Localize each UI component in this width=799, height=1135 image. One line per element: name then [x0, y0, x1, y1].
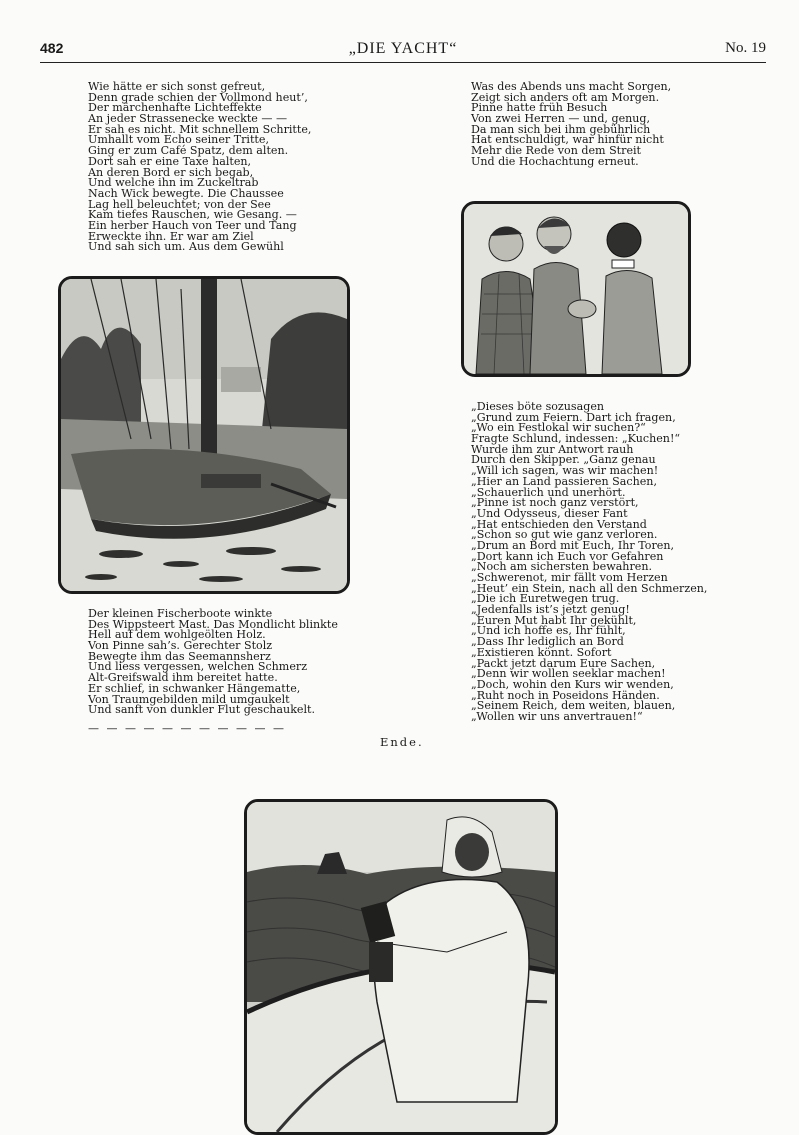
verse-line: „Und Odysseus, dieser Fant [471, 506, 628, 520]
header-rule [40, 62, 766, 63]
verse-line: „Dort kann ich Euch vor Gefahren [471, 549, 664, 563]
verse-line: Des Wippsteert Mast. Das Mondlicht blinkte [88, 617, 338, 631]
verse-line: „Seinem Reich, dem weiten, blauen, [471, 699, 676, 713]
right-column-bottom-verse [471, 402, 707, 723]
verse-line: An jeder Strassenecke weckte — — [88, 112, 288, 126]
verse-line: An deren Bord er sich begab, [88, 165, 254, 179]
verse-line: Ein herber Hauch von Teer und Tang [88, 218, 297, 232]
verse-line: Und sanft von dunkler Flut geschaukelt. [88, 703, 316, 717]
verse-line: Bewegte ihm das Seemannsherz [88, 649, 271, 663]
verse-line: „Dass Ihr lediglich an Bord [471, 635, 624, 649]
verse-line: „Schwerenot, mir fällt vom Herzen [471, 571, 668, 584]
verse-line: Denn grade schien der Vollmond heut’, [88, 90, 308, 104]
verse-line: Und die Hochachtung erneut. [471, 154, 639, 168]
verse-line: Der märchenhafte Lichteffekte [88, 101, 262, 115]
verse-line: „Hat entschieden den Verstand [471, 517, 647, 531]
sailor-in-boat-illustration [244, 799, 558, 1135]
verse-line: „Euren Mut habt Ihr gekühlt, [471, 613, 637, 627]
verse-line: Hat entschuldigt, war hinfür nicht [471, 133, 664, 147]
verse-line: Von Traumgebilden mild umgaukelt [88, 692, 290, 706]
right-column-top-verse [471, 82, 671, 168]
left-column-top-verse [88, 82, 311, 253]
verse-line: Von zwei Herren — und, genug, [471, 112, 651, 126]
verse-line: Und sah sich um. Aus dem Gewühl [88, 240, 284, 254]
three-men-illustration [461, 201, 691, 377]
verse-line: „Hier an Land passieren Sachen, [471, 474, 657, 488]
verse-line: „Existieren könnt. Sofort [471, 645, 612, 659]
verse-line: Zeigt sich anders oft am Morgen. [471, 90, 660, 104]
verse-line: Fragte Schlund, indessen: „Kuchen!“ [471, 432, 681, 446]
verse-line: „Schon so gut wie ganz verloren. [471, 528, 658, 542]
journal-title: „DIE YACHT“ [348, 40, 458, 57]
left-column-bottom-verse [88, 609, 338, 716]
verse-line: Er schlief, in schwanker Hängematte, [88, 681, 301, 695]
verse-line: Erweckte ihn. Er war am Ziel [88, 229, 254, 243]
verse-line: „Und ich hoffe es, Ihr fühlt, [471, 624, 626, 638]
verse-line: Wurde ihm zur Antwort rauh [471, 442, 634, 456]
verse-line: „Packt jetzt darum Eure Sachen, [471, 656, 656, 670]
verse-line: Was des Abends uns macht Sorgen, [471, 80, 672, 93]
verse-line: Lag hell beleuchtet; von der See [88, 197, 271, 211]
verse-line: Da man sich bei ihm gebührlich [471, 122, 651, 136]
verse-line: Dort sah er eine Taxe halten, [88, 154, 252, 168]
verse-line: Ging er zum Café Spatz, dem alten. [88, 144, 289, 158]
verse-line: Von Pinne sah’s. Gerechter Stolz [88, 639, 273, 653]
sailboat-illustration [58, 276, 350, 594]
ende-label: Ende. [380, 735, 424, 749]
verse-line: „Drum an Bord mit Euch, Ihr Toren, [471, 538, 675, 552]
verse-line: „Heut’ ein Stein, nach all den Schmerzen, [471, 581, 708, 595]
verse-line: Und liess vergessen, welchen Schmerz [88, 660, 308, 674]
verse-line: „Doch, wohin den Kurs wir wenden, [471, 677, 674, 691]
verse-line: Und welche ihn im Zuckeltrab [88, 176, 259, 190]
verse-line: „Jedenfalls ist’s jetzt genug! [471, 603, 630, 617]
verse-line: „Will ich sagen, was wir machen! [471, 464, 659, 478]
verse-line: „Denn wir wollen seeklar machen! [471, 667, 666, 681]
verse-line: „Wo ein Festlokal wir suchen?“ [471, 421, 646, 435]
verse-line: Umhallt vom Echo seiner Tritte, [88, 133, 269, 147]
verse-line: Er sah es nicht. Mit schnellem Schritte, [88, 122, 312, 136]
verse-line: Der kleinen Fischerboote winkte [88, 607, 273, 620]
page-number: 482 [40, 40, 64, 56]
verse-line: Pinne hatte früh Besuch [471, 101, 608, 115]
verse-line: Kam tiefes Rauschen, wie Gesang. — [88, 208, 297, 222]
verse-line: Mehr die Rede von dem Streit [471, 144, 642, 158]
verse-line: „Noch am sichersten bewahren. [471, 560, 652, 574]
verse-line: „Schauerlich und unerhört. [471, 485, 626, 499]
verse-line: Wie hätte er sich sonst gefreut, [88, 80, 266, 93]
dash-separator: — — — — — — — — — — — [88, 722, 286, 735]
verse-line: Alt-Greifswald ihm bereitet hatte. [88, 671, 278, 685]
verse-line: „Ruht noch in Poseidons Händen. [471, 688, 660, 702]
page-header [40, 40, 766, 64]
verse-line: „Grund zum Feiern. Dart ich fragen, [471, 410, 676, 424]
verse-line: Durch den Skipper. „Ganz genau [471, 453, 656, 467]
verse-line: „Wollen wir uns anvertrauen!“ [471, 709, 643, 723]
verse-line: „Pinne ist noch ganz verstört, [471, 496, 639, 510]
issue-number: No. 19 [725, 40, 766, 56]
verse-line: Nach Wick bewegte. Die Chaussee [88, 186, 284, 200]
verse-line: „Dieses böte sozusagen [471, 400, 605, 413]
verse-line: Hell auf dem wohlgeölten Holz. [88, 628, 266, 642]
verse-line: „Die ich Euretwegen trug. [471, 592, 620, 606]
